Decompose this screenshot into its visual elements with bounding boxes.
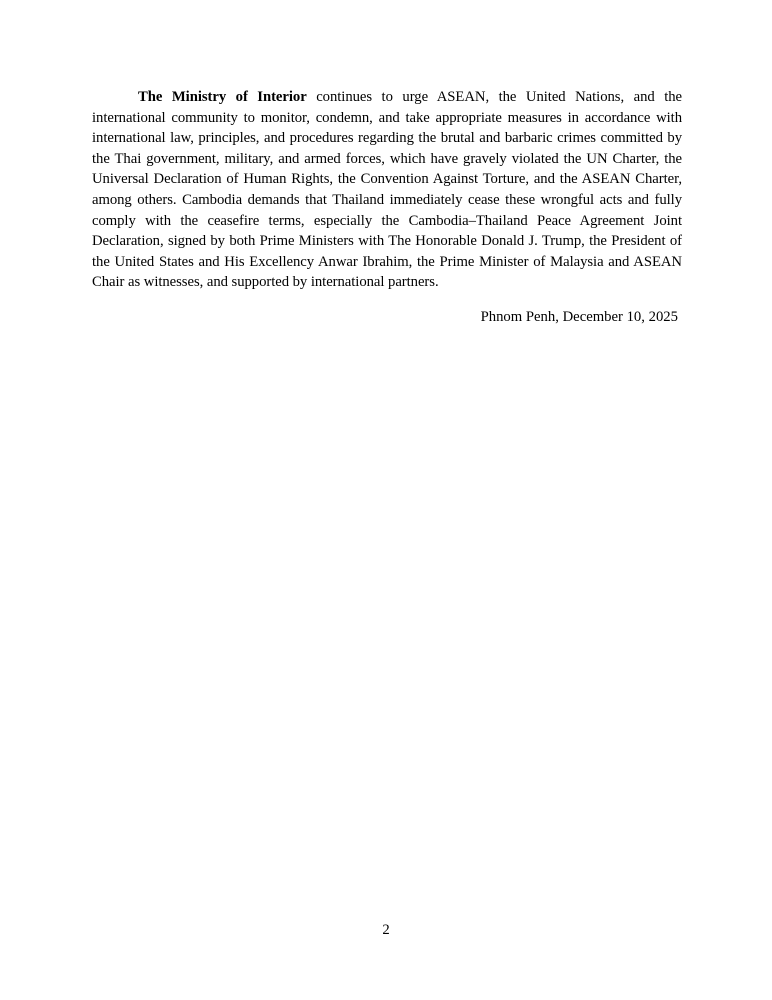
place-and-date: Phnom Penh, December 10, 2025	[480, 309, 678, 325]
body-paragraph	[92, 87, 682, 293]
paragraph-text: continues to urge ASEAN, the United Nations, and the international community to monitor, condemn, and take appropriate measures in accordance with international law, principles, and procedures regarding the brutal and barbaric crimes committed by the Thai government, military, and armed forces, which have gravely violated the UN Charter, the Universal Declaration of Human Rights, the Convention Against Torture, and the ASEAN Charter, among others. Cambodia demands that Thailand immediately cease these wrongful acts and fully comply with the ceasefire terms, especially the Cambodia–Thailand Peace Agreement Joint Declaration, signed by both Prime Ministers with The Honorable Donald J. Trump, the President of the United States and His Excellency Anwar Ibrahim, the Prime Minister of Malaysia and ASEAN Chair as witnesses, and supported by international partners.	[92, 89, 682, 291]
page-number: 2	[382, 922, 390, 938]
ministry-name: The Ministry of Interior	[138, 89, 307, 105]
